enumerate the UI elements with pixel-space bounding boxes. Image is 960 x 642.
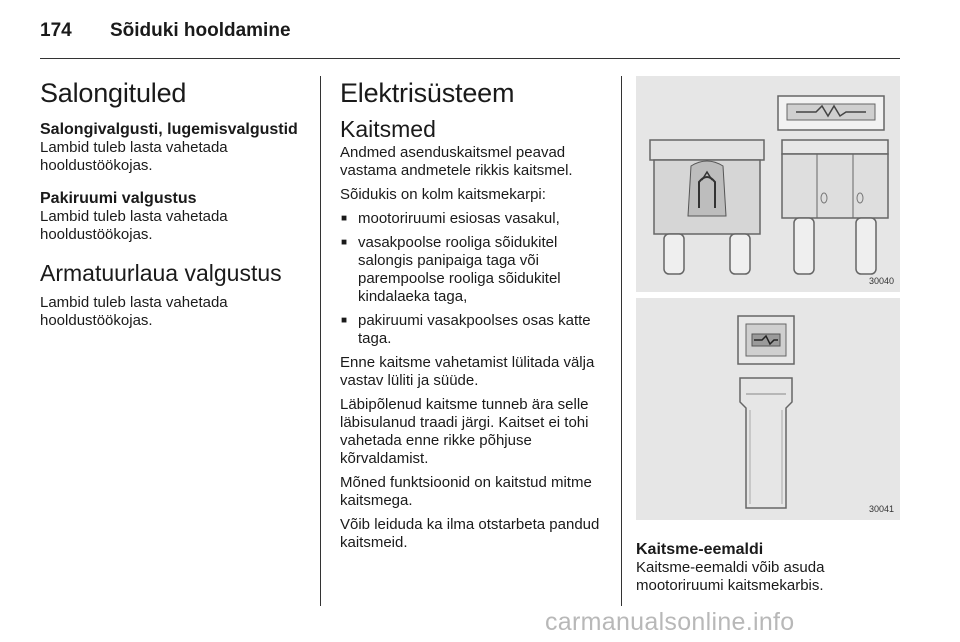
subsection-text-fuse-puller: Kaitsme-eemaldi võib asuda mootoriruumi kaitsmekarbis. [636,559,825,594]
page-header [40,20,291,42]
column-divider-left [320,76,321,606]
chapter-title: Sõiduki hooldamine [110,20,291,41]
page-number: 174 [40,20,72,41]
section-text-dashboard-lights: Lambid tuleb lasta vahetada hooldustöökojas. [40,294,228,329]
subsection-text-trunk-light: Lambid tuleb lasta vahetada hooldustöökojas. [40,208,228,243]
column-divider-right [621,76,622,606]
figure-fuses [636,76,900,292]
figure-fuse-puller [636,298,900,520]
section-heading-electrical-system: Elektrisüsteem [340,78,515,108]
paragraph: Enne kaitsme vahetamist lülitada välja vastav lüliti ja süüde. [340,354,595,389]
fuse-box-list [340,210,608,348]
subsection-text-reading-lights: Lambid tuleb lasta vahetada hooldustöökojas. [40,139,228,174]
left-column [40,78,310,330]
list-item: ■ pakiruumi vasakpoolses osas katte taga. [340,312,608,348]
figure-code: 30041 [868,504,894,514]
paragraph: Mõned funktsioonid on kaitstud mitme kaitsmega. [340,474,592,509]
fuse-puller-section [636,540,900,595]
subsection-title-reading-lights: Salongivalgusti, lugemisvalgustid [40,121,298,138]
header-rule [40,58,900,59]
list-item: ■ mootoriruumi esiosas vasakul, [340,210,608,228]
list-item: ■ vasakpoolse rooliga sõidukitel salongis panipaiga taga või parempoolse rooliga sõidukitel kindalaeka taga, [340,234,608,306]
paragraph: Võib leiduda ka ilma otstarbeta pandud kaitsmeid. [340,516,600,551]
figure-code: 30040 [868,276,894,286]
middle-column [340,78,608,558]
fuse-illustration [636,76,900,292]
subsection-heading-fuses: Kaitsmed [340,116,436,142]
subsection-title-trunk-light: Pakiruumi valgustus [40,190,197,207]
section-heading-interior-lights: Salongituled [40,78,187,108]
fuse-boxes-intro: Sõidukis on kolm kaitsmekarpi: [340,186,546,203]
section-heading-dashboard-lights: Armatuurlaua valgustus [40,260,282,286]
fuses-intro: Andmed asenduskaitsmel peavad vastama andmetele rikkis kaitsmel. [340,144,573,179]
fuse-puller-illustration [636,298,900,520]
watermark: carmanualsonline.info [545,608,795,636]
subsection-title-fuse-puller: Kaitsme-eemaldi [636,541,764,558]
paragraph: Läbipõlenud kaitsme tunneb ära selle läbisulanud traadi järgi. Kaitset ei tohi vahetada enne rikke põhjuse kõrvaldamist. [340,396,589,467]
